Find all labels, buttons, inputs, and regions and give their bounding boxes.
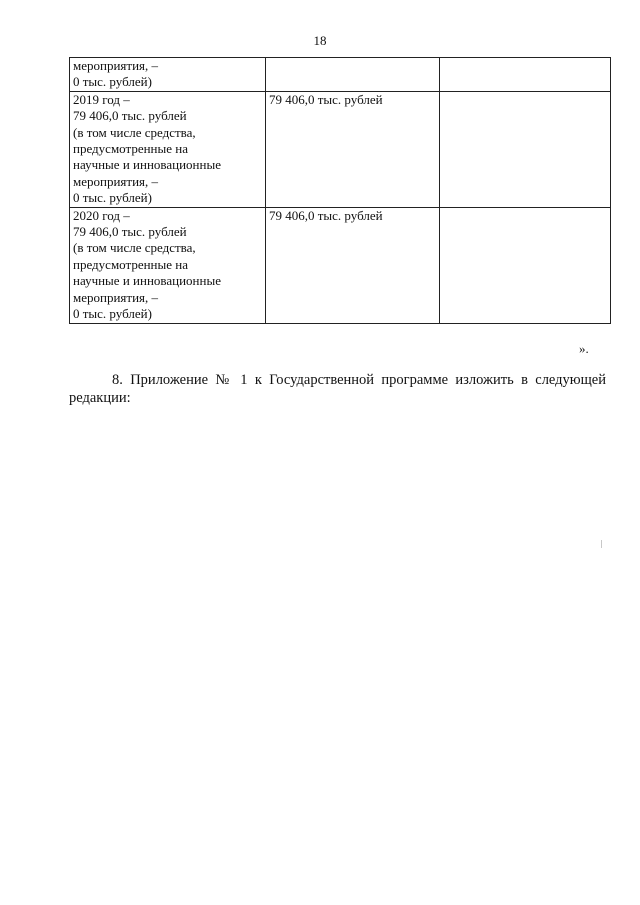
table-cell-period [70,91,266,207]
cell-text-line: мероприятия, – [73,58,159,73]
table-cell-empty [440,58,611,92]
table-cell-empty [440,91,611,207]
cell-text-line: (в том числе средства, [73,124,196,140]
body-paragraph: 8. Приложение № 1 к Государственной программе изложить в следующей редакции: [69,371,606,406]
cell-text-line: мероприятия, – [73,289,159,305]
cell-text-line: предусмотренные на [73,141,189,157]
table-row [70,91,611,207]
cell-text-line: 2019 год – [73,91,130,107]
table-row [70,58,611,92]
cell-text-line: научные и инновационные [73,157,221,173]
table-cell-period [70,207,266,323]
page-number: 18 [313,33,327,48]
funding-table [69,57,611,324]
table-cell-period [70,58,266,92]
table-cell-amount: 79 406,0 тыс. рублей [266,207,440,323]
cell-text-line: научные и инновационные [73,273,221,289]
cell-text-line: 0 тыс. рублей) [73,190,152,206]
closing-quote: ». [579,341,589,356]
cell-text-line: 79 406,0 тыс. рублей [73,108,187,124]
table-row [70,207,611,323]
cell-text-line: 0 тыс. рублей) [73,306,152,322]
cell-text-line: 0 тыс. рублей) [73,74,152,90]
scan-artifact [601,540,602,548]
cell-text-line: предусмотренные на [73,256,189,272]
cell-text-line: мероприятия, – [73,173,159,189]
table-cell-amount: 79 406,0 тыс. рублей [266,91,440,207]
cell-text-line: 2020 год – [73,207,130,223]
cell-text-line: 79 406,0 тыс. рублей [73,224,187,240]
table-cell-empty [440,207,611,323]
cell-text-line: (в том числе средства, [73,240,196,256]
table-cell-amount [266,58,440,92]
